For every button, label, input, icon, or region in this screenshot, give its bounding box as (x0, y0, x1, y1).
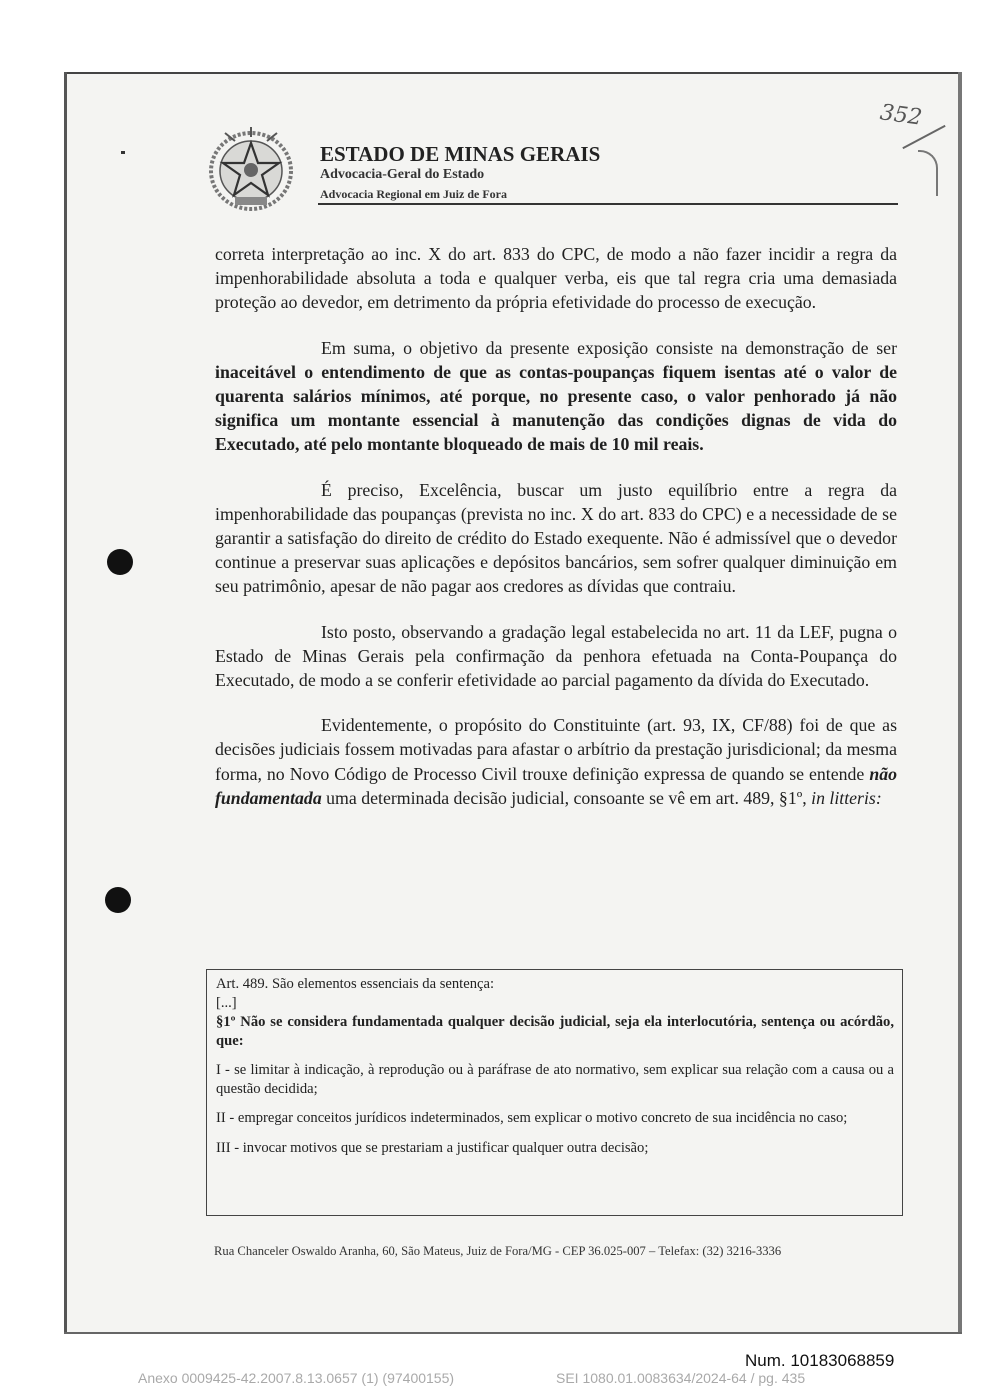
header-title: ESTADO DE MINAS GERAIS (320, 142, 601, 166)
quote-heading: Art. 489. São elementos essenciais da sentença: (216, 976, 495, 992)
state-coat-of-arms-icon (205, 123, 297, 215)
quote-ellipsis: [...] (216, 994, 237, 1011)
paragraph-3: É preciso, Excelência, buscar um justo equilíbrio entre a regra da impenhorabilidade das poupanças (prevista no inc. X do art. 833 do CPC) e a necessidade de se garantir a satisfação do direito de crédito do Estado exequente. Não é admissível que o devedor continue a preservar suas aplicações e depósitos bancários, sem sofrer qualquer diminuição em seu patrimônio, apesar de não pagar aos credores as dívidas que contraiu. (215, 479, 897, 597)
paragraph-5 (215, 713, 897, 810)
paragraph-5-lead: Evidentemente, o propósito do Constituinte (art. 93, IX, CF/88) foi de que as decisões judiciais fossem motivadas para afastar o arbítrio da prestação jurisdicional; da mesma forma, no Novo Código de Processo Civil trouxe definição expressa de quando se entende (215, 715, 897, 784)
header-rule (318, 203, 898, 205)
document-body (215, 242, 897, 810)
quote-item: III - invocar motivos que se prestariam a justificar qualquer outra decisão; (216, 1139, 649, 1156)
punch-hole-top (107, 549, 133, 575)
document-number: Num. 10183068859 (745, 1351, 895, 1370)
paragraph-1: correta interpretação ao inc. X do art. 833 do CPC, de modo a não fazer incidir a regra da impenhorabilidade absoluta a toda e qualquer verba, eis que tal regra cria uma demasiada proteção ao devedor, em detrimento da própria efetividade do processo de execução. (215, 244, 897, 313)
paragraph-5-emphasis: não fundamentada (215, 763, 897, 808)
quote-item: II - empregar conceitos jurídicos indeterminados, sem explicar o motivo concreto de sua incidência no caso; (216, 1110, 848, 1126)
sei-stamp: SEI 1080.01.0083634/2024-64 / pg. 435 (556, 1370, 806, 1386)
paragraph-4: Isto posto, observando a gradação legal estabelecida no art. 11 da LEF, pugna o Estado de Minas Gerais pela confirmação da penhora efetuada na Conta-Poupança do Executado, de modo a se conferir efetividade ao parcial pagamento da dívida do Executado. (215, 621, 897, 691)
annex-stamp: Anexo 0009425-42.2007.8.13.0657 (1) (97400155) (138, 1370, 455, 1386)
margin-mark (121, 151, 125, 154)
paragraph-2 (215, 336, 897, 457)
paragraph-2-lead: Em suma, o objetivo da presente exposição consiste na demonstração de ser (321, 337, 897, 358)
quote-paragraph-1: §1º Não se considera fundamentada qualquer decisão judicial, seja ela interlocutória, sentença ou acórdão, que: (216, 1014, 894, 1049)
paragraph-2-bold: inaceitável o entendimento de que as contas-poupanças fiquem isentas até o valor de quarenta salários mínimos, até porque, no presente caso, o valor penhorado já não significa um montante essencial à manutenção das condições dignas de vida do Executado, até pelo montante bloqueado de mais de 10 mil reais. (215, 361, 897, 455)
legal-quote-box (206, 969, 903, 1216)
handwritten-page-number: 352 (878, 100, 924, 131)
scan-edge-right (958, 72, 962, 1334)
punch-hole-bottom (105, 887, 131, 913)
footer-address: Rua Chanceler Oswaldo Aranha, 60, São Mateus, Juiz de Fora/MG - CEP 36.025-007 – Telefax: (32) 3216-3336 (214, 1244, 782, 1258)
paragraph-5-mid: uma determinada decisão judicial, consoante se vê em art. 489, §1º, (321, 787, 812, 808)
scan-edge-bottom (64, 1332, 962, 1334)
header-subtitle: Advocacia-Geral do Estado (320, 167, 485, 182)
paragraph-5-italic: in litteris: (811, 787, 882, 808)
header-office: Advocacia Regional em Juiz de Fora (320, 187, 507, 201)
quote-item: I - se limitar à indicação, à reprodução ou à paráfrase de ato normativo, sem explicar sua relação com a causa ou a questão decidida; (216, 1062, 894, 1097)
